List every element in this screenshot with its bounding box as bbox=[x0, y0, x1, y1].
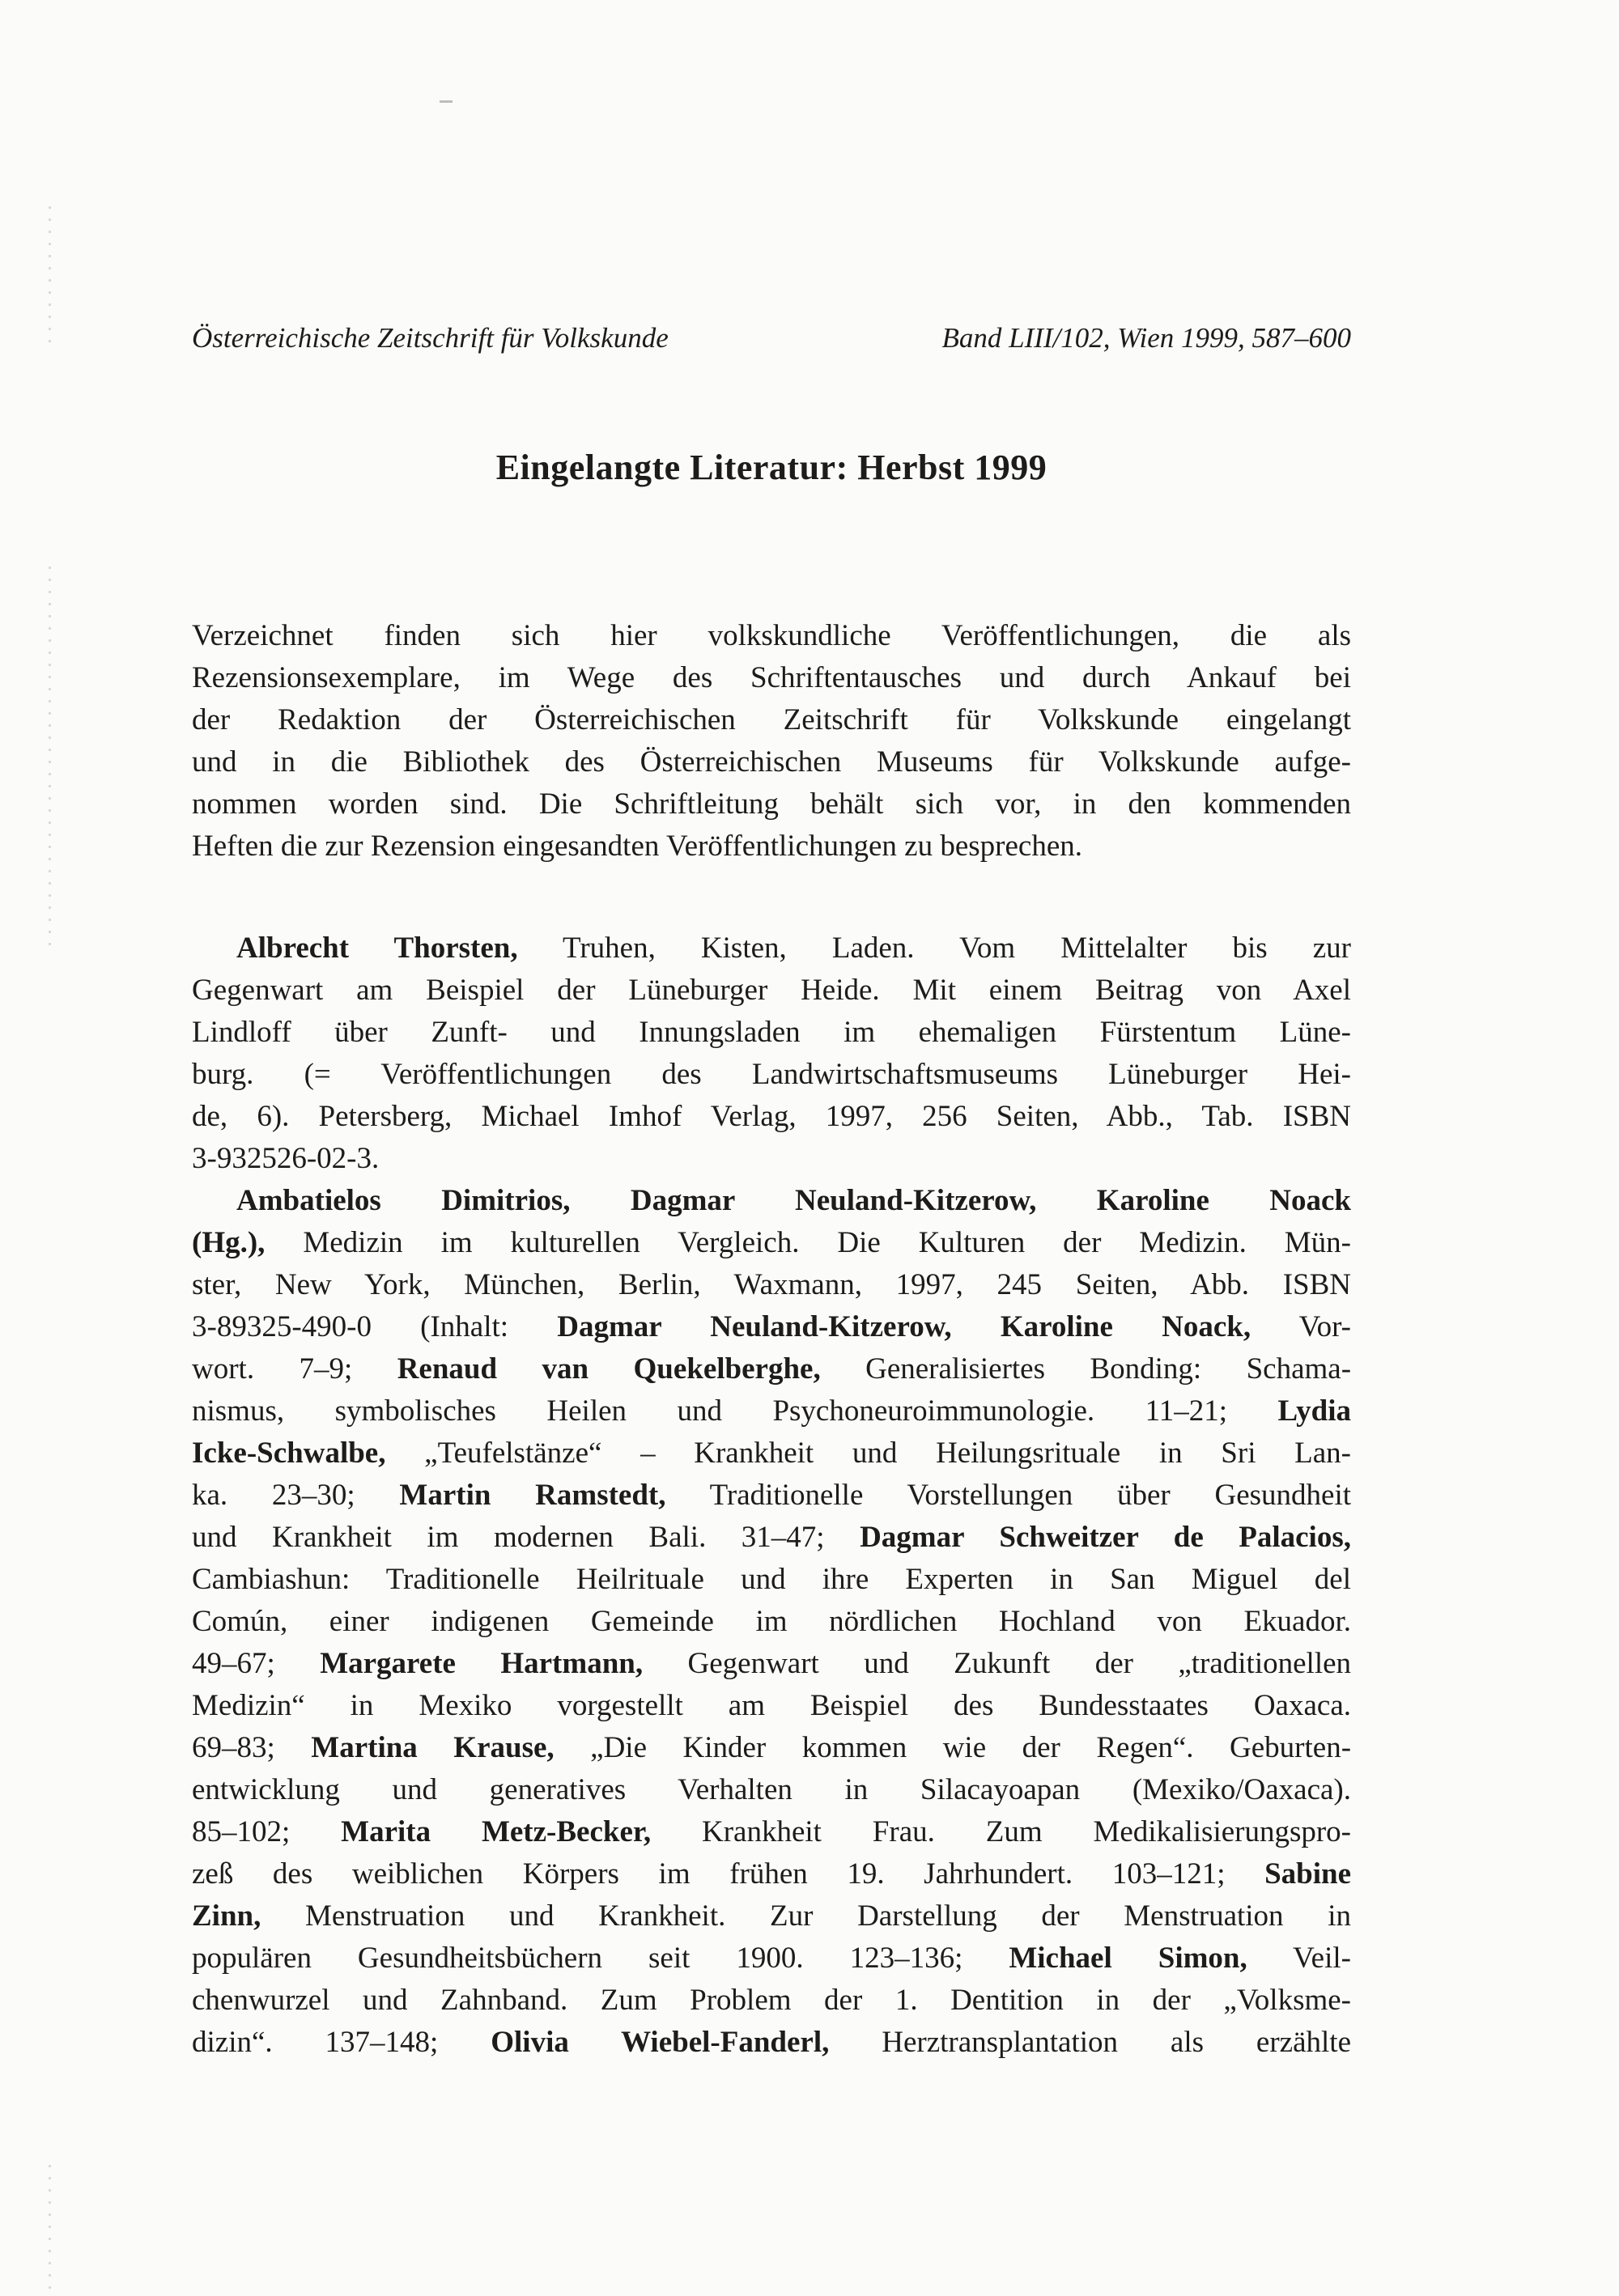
scan-artifact-dots bbox=[49, 567, 51, 955]
text-line bbox=[192, 2022, 1351, 2064]
text-line bbox=[192, 1096, 1351, 1138]
text-line bbox=[192, 1980, 1351, 2022]
bold-author-name: Albrecht Thorsten, bbox=[236, 932, 518, 965]
text-segment: Gegenwart und Zukunft der „traditionellen bbox=[643, 1647, 1352, 1680]
bold-author-name: Zinn, bbox=[192, 1899, 261, 1933]
text-line bbox=[192, 1517, 1351, 1559]
text-segment: Veil- bbox=[1247, 1942, 1351, 1975]
text-segment: Generalisiertes Bonding: Schama- bbox=[820, 1352, 1352, 1386]
text-line bbox=[192, 699, 1351, 741]
text-line bbox=[192, 1727, 1351, 1769]
text-segment: Cambiashun: Traditionelle Heilrituale und ihre Experten in San Miguel del bbox=[192, 1563, 1351, 1596]
text-segment: „Teufelstänze“ – Krankheit und Heilungsrituale in Sri Lan- bbox=[385, 1437, 1351, 1470]
journal-header bbox=[192, 322, 1351, 354]
text-segment: 3-932526-02-3. bbox=[192, 1142, 380, 1175]
text-line bbox=[192, 927, 1351, 970]
text-segment: der Redaktion der Österreichischen Zeitschrift für Volkskunde eingelangt bbox=[192, 703, 1351, 736]
bold-author-name: (Hg.), bbox=[192, 1226, 266, 1259]
text-line bbox=[192, 1138, 1351, 1180]
text-line bbox=[192, 1432, 1351, 1475]
text-segment: nismus, symbolisches Heilen und Psychoneuroimmunologie. 11–21; bbox=[192, 1394, 1278, 1428]
text-segment: „Die Kinder kommen wie der Regen“. Geburten- bbox=[554, 1731, 1352, 1764]
text-line bbox=[192, 1559, 1351, 1601]
text-line bbox=[192, 1348, 1351, 1390]
text-segment: Truhen, Kisten, Laden. Vom Mittelalter bis zur bbox=[517, 932, 1351, 965]
text-segment: entwicklung und generatives Verhalten in Silacayoapan (Mexiko/Oaxaca). bbox=[192, 1773, 1351, 1806]
text-segment: 49–67; bbox=[192, 1647, 321, 1680]
text-segment: Rezensionsexemplare, im Wege des Schriftentausches und durch Ankauf bei bbox=[192, 661, 1351, 694]
text-line bbox=[192, 1643, 1351, 1685]
scan-artifact-dash bbox=[440, 100, 453, 103]
text-line bbox=[192, 970, 1351, 1012]
issue-info: Band LIII/102, Wien 1999, 587–600 bbox=[941, 322, 1351, 354]
bold-author-name: Marita Metz-Becker, bbox=[341, 1815, 652, 1848]
literature-entries bbox=[192, 927, 1351, 2064]
text-line bbox=[192, 1685, 1351, 1727]
text-segment: Gegenwart am Beispiel der Lüneburger Heide. Mit einem Beitrag von Axel bbox=[192, 974, 1351, 1007]
text-segment: Lindloff über Zunft- und Innungsladen im ehemaligen Fürstentum Lüne- bbox=[192, 1016, 1351, 1049]
text-line bbox=[192, 1601, 1351, 1643]
text-segment: 69–83; bbox=[192, 1731, 312, 1764]
bold-author-name: Martina Krause, bbox=[311, 1731, 555, 1764]
text-segment: Menstruation und Krankheit. Zur Darstellung der Menstruation in bbox=[261, 1899, 1351, 1933]
text-line bbox=[192, 1222, 1351, 1264]
text-line bbox=[192, 825, 1351, 868]
bold-author-name: Sabine bbox=[1264, 1857, 1351, 1891]
text-line bbox=[192, 1475, 1351, 1517]
text-segment: zeß des weiblichen Körpers im frühen 19. Jahrhundert. 103–121; bbox=[192, 1857, 1265, 1891]
text-line bbox=[192, 1264, 1351, 1306]
text-line bbox=[192, 1895, 1351, 1937]
bold-author-name: Martin Ramstedt, bbox=[399, 1479, 666, 1512]
bold-author-name: Renaud van Quekelberghe, bbox=[397, 1352, 821, 1386]
text-segment: de, 6). Petersberg, Michael Imhof Verlag, 1997, 256 Seiten, Abb., Tab. ISBN bbox=[192, 1100, 1351, 1133]
scan-artifact-dots bbox=[49, 2165, 51, 2290]
bold-author-name: Dagmar Neuland-Kitzerow, Karoline Noack, bbox=[557, 1310, 1251, 1343]
text-segment: Krankheit Frau. Zum Medikalisierungspro- bbox=[651, 1815, 1352, 1848]
text-segment: und in die Bibliothek des Österreichischen Museums für Volkskunde aufge- bbox=[192, 745, 1351, 779]
text-segment: Verzeichnet finden sich hier volkskundliche Veröffentlichungen, die als bbox=[192, 619, 1351, 652]
text-segment: burg. (= Veröffentlichungen des Landwirtschaftsmuseums Lüneburger Hei- bbox=[192, 1058, 1351, 1091]
text-segment: wort. 7–9; bbox=[192, 1352, 397, 1386]
text-segment: 3-89325-490-0 (Inhalt: bbox=[192, 1310, 558, 1343]
bold-author-name: Olivia Wiebel-Fanderl, bbox=[491, 2026, 830, 2059]
text-segment: Heften die zur Rezension eingesandten Veröffentlichungen zu besprechen. bbox=[192, 830, 1082, 863]
text-segment: ster, New York, München, Berlin, Waxmann, 1997, 245 Seiten, Abb. ISBN bbox=[192, 1268, 1351, 1301]
text-line bbox=[192, 1769, 1351, 1811]
text-segment: Herztransplantation als erzählte bbox=[829, 2026, 1351, 2059]
text-line bbox=[192, 657, 1351, 699]
text-line bbox=[192, 1054, 1351, 1096]
article-title: Eingelangte Literatur: Herbst 1999 bbox=[495, 448, 1047, 487]
text-segment: chenwurzel und Zahnband. Zum Problem der 1. Dentition in der „Volksme- bbox=[192, 1984, 1351, 2017]
text-segment: Medizin im kulturellen Vergleich. Die Kulturen der Medizin. Mün- bbox=[265, 1226, 1351, 1259]
text-segment: Común, einer indigenen Gemeinde im nördlichen Hochland von Ekuador. bbox=[192, 1605, 1351, 1638]
text-segment: Medizin“ in Mexiko vorgestellt am Beispiel des Bundesstaates Oaxaca. bbox=[192, 1689, 1351, 1722]
bold-author-name: Dagmar Schweitzer de Palacios, bbox=[860, 1521, 1351, 1554]
text-segment: dizin“. 137–148; bbox=[192, 2026, 491, 2059]
text-segment: 85–102; bbox=[192, 1815, 342, 1848]
text-line bbox=[192, 1853, 1351, 1895]
text-line bbox=[192, 615, 1351, 657]
scan-artifact-dots bbox=[49, 206, 51, 348]
bold-author-name: Michael Simon, bbox=[1009, 1942, 1247, 1975]
journal-name: Österreichische Zeitschrift für Volkskunde bbox=[192, 322, 669, 354]
bold-author-name: Icke-Schwalbe, bbox=[192, 1437, 386, 1470]
text-line bbox=[192, 1811, 1351, 1853]
intro-paragraph bbox=[192, 615, 1351, 868]
text-segment: ka. 23–30; bbox=[192, 1479, 400, 1512]
text-line bbox=[192, 1306, 1351, 1348]
text-segment: populären Gesundheitsbüchern seit 1900. 123–136; bbox=[192, 1942, 1009, 1975]
text-line bbox=[192, 741, 1351, 783]
text-line bbox=[192, 1012, 1351, 1054]
text-segment: und Krankheit im modernen Bali. 31–47; bbox=[192, 1521, 860, 1554]
text-line bbox=[192, 1937, 1351, 1980]
text-segment: Traditionelle Vorstellungen über Gesundheit bbox=[665, 1479, 1352, 1512]
text-segment: Vor- bbox=[1251, 1310, 1351, 1343]
text-line bbox=[192, 1180, 1351, 1222]
bold-author-name: Ambatielos Dimitrios, Dagmar Neuland-Kitzerow, Karoline Noack bbox=[236, 1184, 1351, 1217]
text-line bbox=[192, 1390, 1351, 1432]
bold-author-name: Margarete Hartmann, bbox=[320, 1647, 644, 1680]
text-segment: nommen worden sind. Die Schriftleitung behält sich vor, in den kommenden bbox=[192, 787, 1351, 821]
text-line bbox=[192, 783, 1351, 825]
bold-author-name: Lydia bbox=[1277, 1394, 1351, 1428]
